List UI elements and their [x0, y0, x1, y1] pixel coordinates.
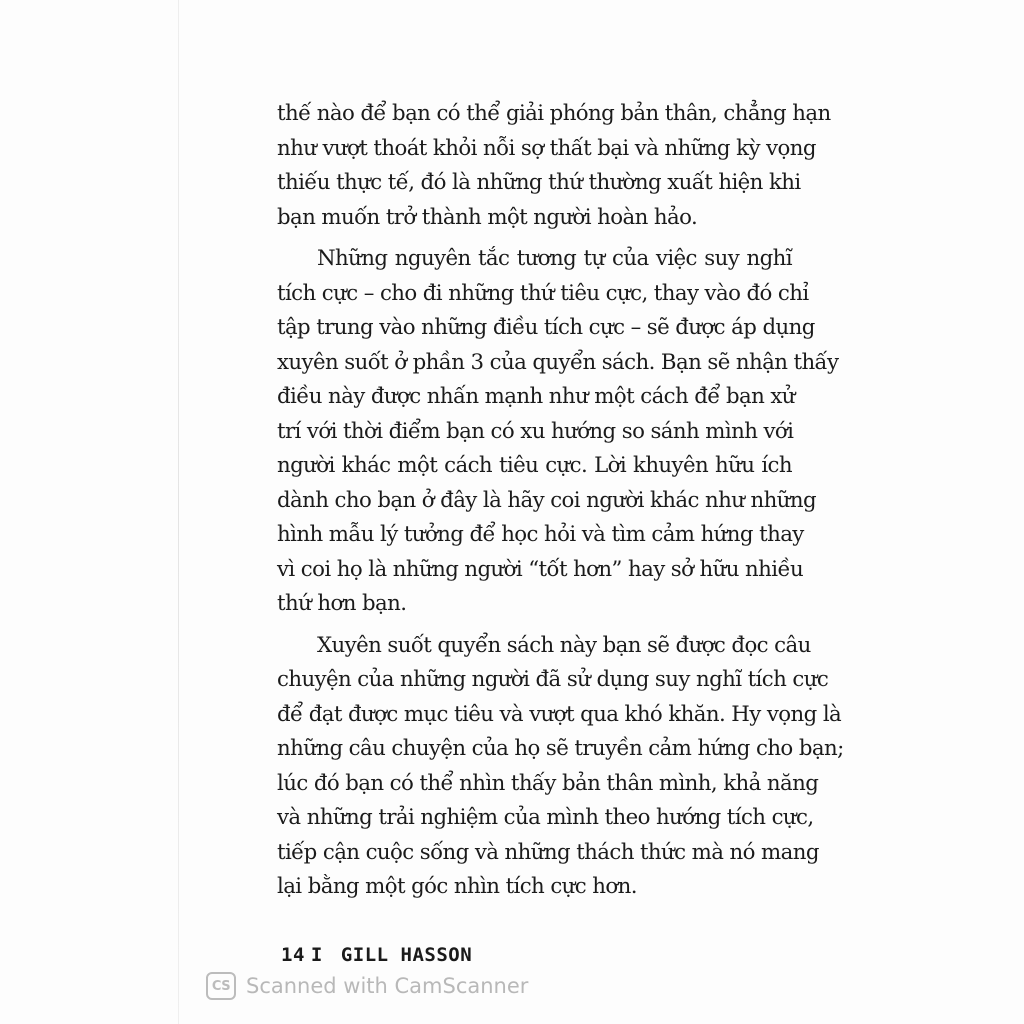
- paragraph-2: [277, 242, 839, 622]
- text-line: như vượt thoát khỏi nỗi sợ thất bại và những kỳ vọng: [277, 135, 816, 161]
- text-line: tích cực – cho đi những thứ tiêu cực, thay vào đó chỉ: [277, 280, 809, 306]
- text-line: tập trung vào những điều tích cực – sẽ được áp dụng: [277, 315, 815, 340]
- text-line: để đạt được mục tiêu và vượt qua khó khăn. Hy vọng là: [277, 701, 842, 727]
- camscanner-logo-icon: CS: [206, 972, 236, 1000]
- paragraph-3: [277, 629, 844, 905]
- text-line: Xuyên suốt quyển sách này bạn sẽ được đọc câu: [317, 632, 811, 658]
- camscanner-watermark: [206, 970, 528, 1002]
- text-line: lúc đó bạn có thể nhìn thấy bản thân mình, khả năng: [277, 770, 819, 796]
- paragraph-1: [277, 97, 831, 235]
- author-name: GILL HASSON: [340, 944, 473, 966]
- text-line: thế nào để bạn có thể giải phóng bản thân, chẳng hạn: [277, 101, 831, 126]
- text-line: trí với thời điểm bạn có xu hướng so sánh mình với: [277, 418, 794, 444]
- text-line: điều này được nhấn mạnh như một cách để bạn xử: [277, 384, 795, 409]
- page-footer: [281, 944, 472, 966]
- text-line: bạn muốn trở thành một người hoàn hảo.: [277, 204, 698, 230]
- text-line: thiếu thực tế, đó là những thứ thường xuất hiện khi: [277, 170, 801, 195]
- text-line: xuyên suốt ở phần 3 của quyển sách. Bạn sẽ nhận thấy: [277, 349, 839, 375]
- page-number: 14: [281, 944, 305, 966]
- text-line: và những trải nghiệm của mình theo hướng tích cực,: [277, 805, 814, 830]
- text-line: những câu chuyện của họ sẽ truyền cảm hứng cho bạn;: [277, 736, 844, 761]
- watermark-text: Scanned with CamScanner: [246, 974, 529, 998]
- text-line: thứ hơn bạn.: [277, 591, 407, 616]
- text-line: vì coi họ là những người “tốt hơn” hay sở hữu nhiều: [277, 556, 804, 582]
- text-line: người khác một cách tiêu cực. Lời khuyên hữu ích: [277, 453, 792, 478]
- footer-separator: I: [310, 944, 323, 966]
- body-text: [277, 97, 844, 905]
- text-line: dành cho bạn ở đây là hãy coi người khác như những: [277, 487, 817, 513]
- text-line: lại bằng một góc nhìn tích cực hơn.: [277, 874, 637, 899]
- text-line: chuyện của những người đã sử dụng suy nghĩ tích cực: [277, 667, 829, 692]
- text-line: Những nguyên tắc tương tự của việc suy nghĩ: [317, 246, 792, 271]
- text-line: tiếp cận cuộc sống và những thách thức mà nó mang: [277, 839, 819, 865]
- text-line: hình mẫu lý tưởng để học hỏi và tìm cảm hứng thay: [277, 522, 804, 547]
- page-edge-shadow: [178, 0, 179, 1024]
